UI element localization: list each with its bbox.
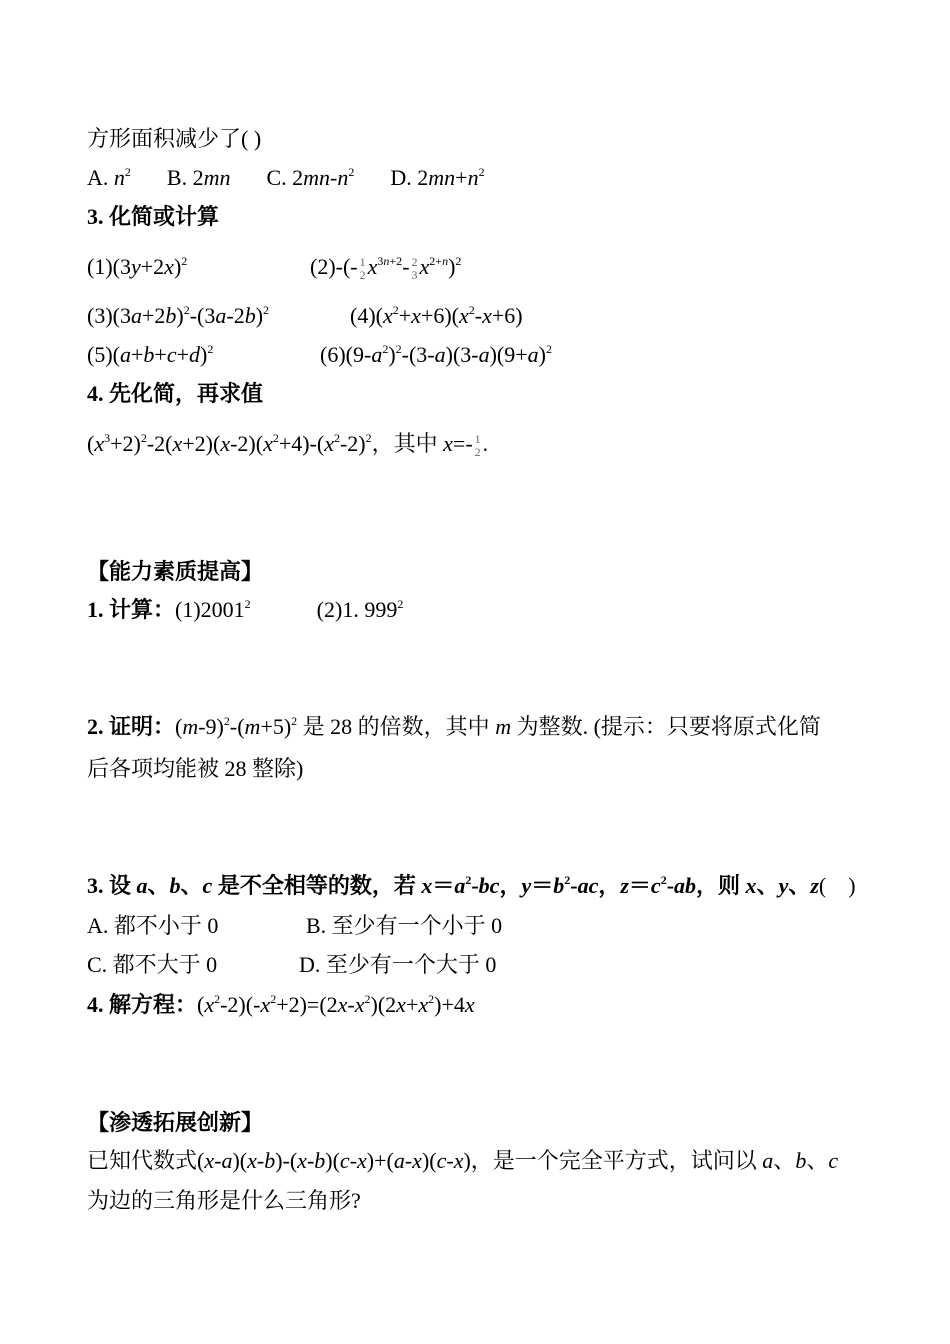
s3-question: 已知代数式(x-a)(x-b)-(x-b)(c-x)+(a-x)(c-x)，是一个完全平方式，试问以 a、b、c — [87, 1148, 839, 1173]
q3-part2: (2)-(- 1 2 $x^{3n+2}-$ 2 3 $x^{2+n})^2$ — [310, 254, 462, 282]
option-a: A. $n^2$ — [87, 165, 131, 190]
s2-q3-option-c: C. 都不大于 0 — [87, 952, 218, 977]
s2-q3-option-d: D. 至少有一个大于 0 — [299, 952, 497, 977]
section-title-extension: 【渗透拓展创新】 — [87, 1110, 264, 1135]
s2-q3-option-a: A. 都不小于 0 — [87, 913, 219, 938]
q3-part4: $(4)(x^2+x+6)(x^2-x+6)$ — [350, 303, 523, 328]
option-b: B. 2mn — [166, 165, 231, 190]
s2-q4: 4. 解方程：$(x^2-2)(-x^2+2)=(2x-x^2)(2x+x^2)+4x$ — [87, 992, 475, 1017]
q3-part3: $(3)(3a+2b)^2-(3a-2b)^2$ — [87, 303, 270, 328]
s2-q2: 2. 证明：$(m-9)^2-(m+5)^2$ 是 28 的倍数，其中 m 为整数. (提示：只要将原式化简 — [87, 714, 821, 739]
q3-heading: 3. 化简或计算 — [87, 204, 220, 229]
fraction-one-half: 1 2 — [359, 254, 366, 282]
q4-expression: $(x^3+2)^2-2(x+2)(x-2)(x^2+4)-(x^2-2)^2$，其中 x=- 1 2 . — [87, 431, 489, 459]
option-c: C. $2mn-n^2$ — [266, 165, 355, 190]
fraction-one-half: 1 2 — [474, 431, 481, 459]
s2-q1: 1. 计算：(1)2001$^2$ (2)1. $999^2$ — [87, 597, 404, 622]
q3-part1: $(1)(3y+2x)^2$ — [87, 254, 188, 279]
q3-part6: $(6)(9-a^2)^2-(3-a)(3-a)(9+a)^2$ — [320, 342, 552, 367]
section-title-ability: 【能力素质提高】 — [87, 559, 264, 584]
q4-heading: 4. 先化简，再求值 — [87, 381, 264, 406]
s2-q3: 3. 设 a、b、c 是不全相等的数，若 $x=a^2-bc$，$y=b^2-ac$，$z=c^2-ab$，则 x、y、z( ) — [87, 873, 856, 898]
q2-options — [87, 163, 485, 193]
option-d: D. $2mn+n^2$ — [390, 165, 485, 190]
s2-q2-continued: 后各项均能被 28 整除) — [87, 756, 304, 781]
fraction-two-thirds: 2 3 — [411, 254, 418, 282]
s3-question-continued: 为边的三角形是什么三角形? — [87, 1188, 361, 1213]
question-continuation: 方形面积减少了( ) — [87, 126, 262, 151]
s2-q3-option-b: B. 至少有一个小于 0 — [306, 913, 503, 938]
q3-part5: $(5)(a+b+c+d)^2$ — [87, 342, 214, 367]
